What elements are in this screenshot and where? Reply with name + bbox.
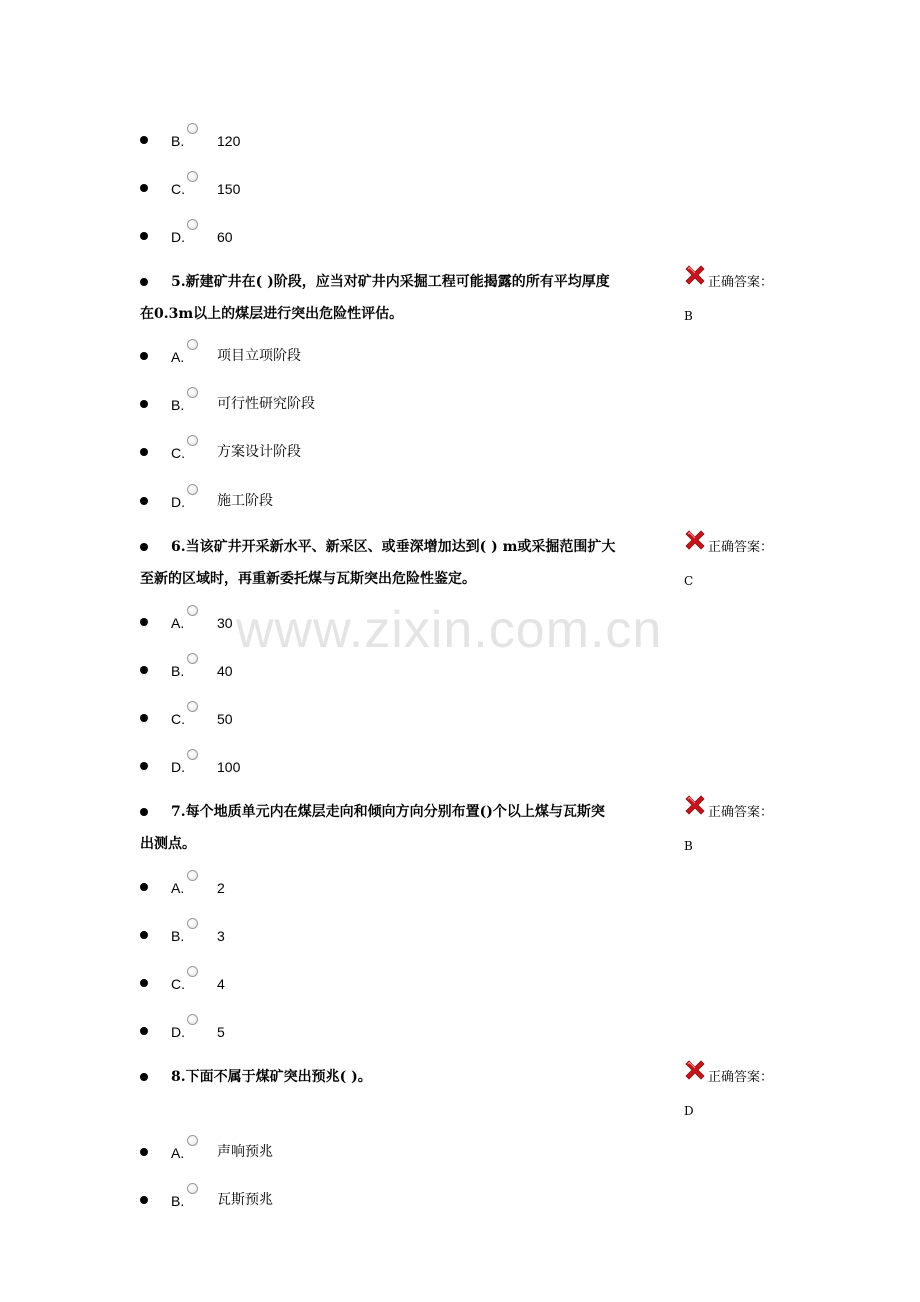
question-text: 5.新建矿井在( )阶段，应当对矿井内采掘工程可能揭露的所有平均厚度 [171, 274, 610, 290]
option-letter: C. [171, 445, 185, 461]
option-text: 施工阶段 [217, 493, 273, 509]
option-letter: B. [171, 663, 185, 679]
bullet [140, 1073, 148, 1081]
question-text-continued: 在0.3m以上的煤层进行突出危险性评估。 [140, 306, 404, 322]
bullet [140, 543, 148, 551]
correct-answer-label: 正确答案： [708, 1070, 774, 1085]
option-text: 150 [217, 181, 241, 197]
bullet [140, 1148, 148, 1156]
correct-answer-value: D [684, 1104, 694, 1118]
wrong-x-icon [683, 1058, 707, 1082]
option-radio[interactable] [187, 870, 198, 881]
option-letter: B. [171, 397, 185, 413]
bullet [140, 762, 148, 770]
option-text: 项目立项阶段 [217, 348, 301, 364]
option-text: 声响预兆 [217, 1144, 273, 1160]
option-text: 可行性研究阶段 [217, 396, 315, 412]
option-radio[interactable] [187, 1183, 198, 1194]
option-radio[interactable] [187, 749, 198, 760]
option-radio[interactable] [187, 605, 198, 616]
option-letter: A. [171, 615, 185, 631]
wrong-x-icon [683, 793, 707, 817]
bullet [140, 400, 148, 408]
option-letter: A. [171, 1145, 185, 1161]
option-radio[interactable] [187, 1135, 198, 1146]
option-text: 3 [217, 928, 225, 944]
option-text: 4 [217, 976, 225, 992]
option-text: 2 [217, 880, 225, 896]
option-letter: D. [171, 759, 185, 775]
question-text: 6.当该矿井开采新水平、新采区、或垂深增加达到( ) m或采掘范围扩大 [171, 539, 616, 555]
bullet [140, 1027, 148, 1035]
option-letter: D. [171, 229, 185, 245]
option-radio[interactable] [187, 966, 198, 977]
option-text: 40 [217, 663, 233, 679]
correct-answer-value: B [684, 309, 693, 323]
question-6 [140, 533, 790, 593]
bullet [140, 931, 148, 939]
question-text-continued: 至新的区域时，再重新委托煤与瓦斯突出危险性鉴定。 [140, 571, 476, 587]
question-7 [140, 798, 790, 858]
watermark: www.zixin.com.cn [236, 601, 663, 659]
question-text: 7.每个地质单元内在煤层走向和倾向方向分别布置()个以上煤与瓦斯突 [171, 804, 605, 820]
option-text: 100 [217, 759, 241, 775]
option-letter: D. [171, 1024, 185, 1040]
option-text: 50 [217, 711, 233, 727]
wrong-x-icon [683, 528, 707, 552]
question-8 [140, 1063, 790, 1123]
bullet [140, 184, 148, 192]
option-radio[interactable] [187, 918, 198, 929]
option-radio[interactable] [187, 653, 198, 664]
bullet [140, 136, 148, 144]
option-letter: A. [171, 349, 185, 365]
wrong-x-icon [683, 263, 707, 287]
correct-answer-label: 正确答案： [708, 805, 774, 820]
option-radio[interactable] [187, 1014, 198, 1025]
option-letter: C. [171, 181, 185, 197]
question-5 [140, 268, 790, 328]
bullet [140, 808, 148, 816]
option-text: 30 [217, 615, 233, 631]
option-radio[interactable] [187, 171, 198, 182]
option-radio[interactable] [187, 339, 198, 350]
option-radio[interactable] [187, 435, 198, 446]
bullet [140, 618, 148, 626]
option-text: 瓦斯预兆 [217, 1192, 273, 1208]
option-radio[interactable] [187, 123, 198, 134]
option-text: 60 [217, 229, 233, 245]
option-radio[interactable] [187, 484, 198, 495]
option-letter: B. [171, 928, 185, 944]
option-letter: C. [171, 976, 185, 992]
bullet [140, 278, 148, 286]
option-letter: D. [171, 494, 185, 510]
bullet [140, 497, 148, 505]
bullet [140, 1196, 148, 1204]
option-radio[interactable] [187, 701, 198, 712]
correct-answer-value: C [684, 574, 694, 588]
option-text: 方案设计阶段 [217, 444, 301, 460]
bullet [140, 448, 148, 456]
option-letter: C. [171, 711, 185, 727]
correct-answer-value: B [684, 839, 693, 853]
question-text-continued: 出测点。 [140, 836, 196, 852]
option-letter: B. [171, 133, 185, 149]
option-text: 5 [217, 1024, 225, 1040]
option-letter: B. [171, 1193, 185, 1209]
bullet [140, 232, 148, 240]
option-radio[interactable] [187, 387, 198, 398]
question-text: 8.下面不属于煤矿突出预兆( )。 [171, 1069, 372, 1085]
bullet [140, 666, 148, 674]
bullet [140, 883, 148, 891]
option-text: 120 [217, 133, 241, 149]
bullet [140, 714, 148, 722]
correct-answer-label: 正确答案： [708, 540, 774, 555]
option-radio[interactable] [187, 219, 198, 230]
bullet [140, 352, 148, 360]
option-letter: A. [171, 880, 185, 896]
correct-answer-label: 正确答案： [708, 275, 774, 290]
bullet [140, 979, 148, 987]
